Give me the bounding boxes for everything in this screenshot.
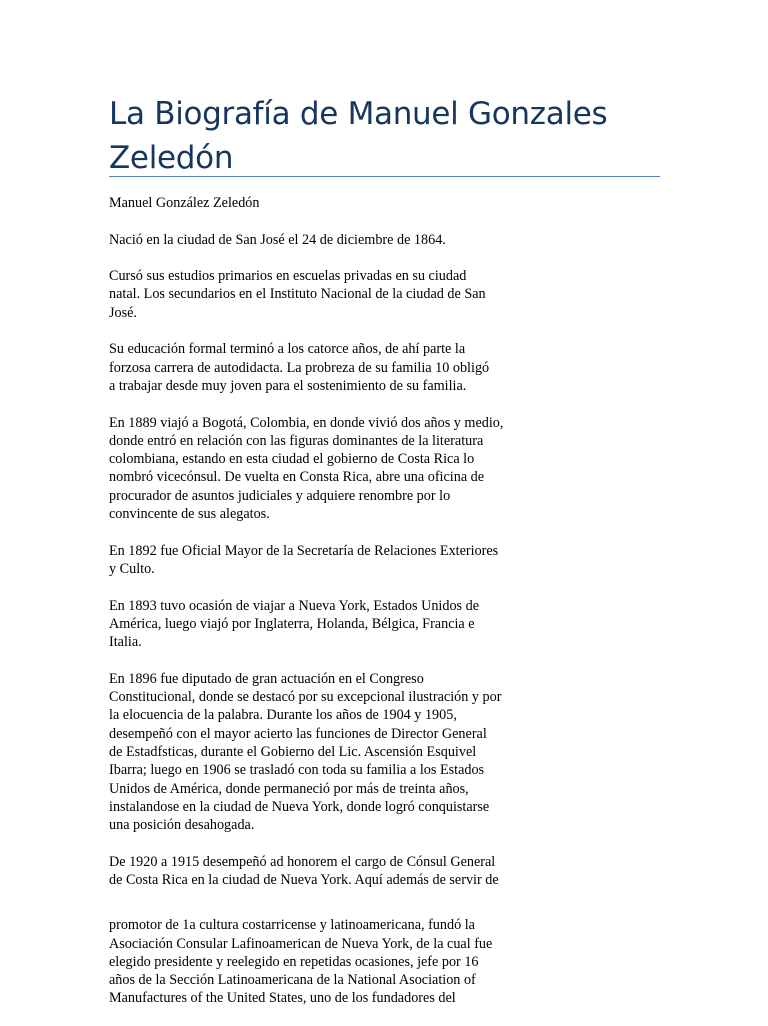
paragraph-1893 bbox=[109, 597, 549, 652]
paragraph-studies bbox=[109, 267, 549, 322]
text-line: desempeñó con el mayor acierto las funciones de Director General bbox=[109, 725, 487, 742]
text-line: En 1889 viajó a Bogotá, Colombia, en donde vivió dos años y medio, bbox=[109, 414, 504, 431]
text-line: convincente de sus alegatos. bbox=[109, 506, 270, 523]
text-line: y Culto. bbox=[109, 560, 155, 577]
text-line: Italia. bbox=[109, 634, 142, 651]
text-line: nombró vicecónsul. De vuelta en Consta Rica, abre una oficina de bbox=[109, 469, 485, 486]
text-line: Constitucional, donde se destacó por su excepcional ilustración y por bbox=[109, 689, 502, 706]
title-divider bbox=[109, 176, 660, 177]
text-line: Manuel González Zeledón bbox=[109, 195, 260, 211]
page-title bbox=[109, 92, 669, 180]
paragraph-education bbox=[109, 340, 549, 395]
text-line: a trabajar desde muy joven para el sostenimiento de su familia. bbox=[109, 377, 467, 394]
text-line: En 1893 tuvo ocasión de viajar a Nueva York, Estados Unidos de bbox=[109, 597, 479, 614]
text-line: José. bbox=[109, 304, 137, 321]
paragraph-birth bbox=[109, 231, 549, 249]
text-line: Su educación formal terminó a los catorce años, de ahí parte la bbox=[109, 341, 466, 358]
paragraph-author-name bbox=[109, 194, 549, 212]
text-line: Unidos de América, donde permaneció por más de treinta años, bbox=[109, 780, 469, 797]
text-line: Asociación Consular Lafinoamerican de Nueva York, de la cual fue bbox=[109, 935, 493, 952]
text-line: de Costa Rica en la ciudad de Nueva York. Aquí además de servir de bbox=[109, 871, 499, 888]
text-line: En 1892 fue Oficial Mayor de la Secretaría de Relaciones Exteriores bbox=[109, 542, 499, 559]
text-line: promotor de 1a cultura costarricense y latinoamericana, fundó la bbox=[109, 917, 475, 934]
text-line: años de la Sección Latinoamericana de la National Asociation of bbox=[109, 972, 476, 989]
text-line: Ibarra; luego en 1906 se trasladó con toda su familia a los Estados bbox=[109, 762, 485, 779]
document-body bbox=[109, 194, 549, 1026]
text-line: América, luego viajó por Inglaterra, Holanda, Bélgica, Francia e bbox=[109, 615, 475, 632]
paragraph-1896 bbox=[109, 670, 549, 835]
text-line: Manufactures of the United States, uno de los fundadores del bbox=[109, 990, 456, 1007]
text-line: una posición desahogada. bbox=[109, 817, 255, 834]
text-line: instalandose en la ciudad de Nueva York, donde logró conquistarse bbox=[109, 798, 490, 815]
text-line: procurador de asuntos judiciales y adquiere renombre por lo bbox=[109, 487, 451, 504]
paragraph-consul bbox=[109, 853, 549, 890]
paragraph-bogota bbox=[109, 414, 549, 524]
text-line: En 1896 fue diputado de gran actuación en el Congreso bbox=[109, 670, 424, 687]
text-line: De 1920 a 1915 desempeñó ad honorem el cargo de Cónsul General bbox=[109, 853, 496, 870]
paragraph-1892 bbox=[109, 542, 549, 579]
text-line: colombiana, estando en esta ciudad el gobierno de Costa Rica lo bbox=[109, 451, 475, 468]
paragraph-promotor bbox=[109, 916, 549, 1007]
title-line: Zeledón bbox=[109, 140, 234, 176]
text-line: Cursó sus estudios primarios en escuelas privadas en su ciudad bbox=[109, 268, 467, 285]
text-line: Nació en la ciudad de San José el 24 de diciembre de 1864. bbox=[109, 231, 446, 248]
text-line: natal. Los secundarios en el Instituto Nacional de la ciudad de San bbox=[109, 286, 486, 303]
text-line: de Estadfsticas, durante el Gobierno del Lic. Ascensión Esquivel bbox=[109, 743, 477, 760]
text-line: donde entró en relación con las figuras dominantes de la literatura bbox=[109, 432, 484, 449]
title-line: La Biografía de Manuel Gonzales bbox=[109, 96, 608, 132]
text-line: elegido presidente y reelegido en repetidas ocasiones, jefe por 16 bbox=[109, 953, 479, 970]
text-line: la elocuencia de la palabra. Durante los años de 1904 y 1905, bbox=[109, 707, 457, 724]
text-line: forzosa carrera de autodidacta. La probreza de su familia 10 obligó bbox=[109, 359, 490, 376]
